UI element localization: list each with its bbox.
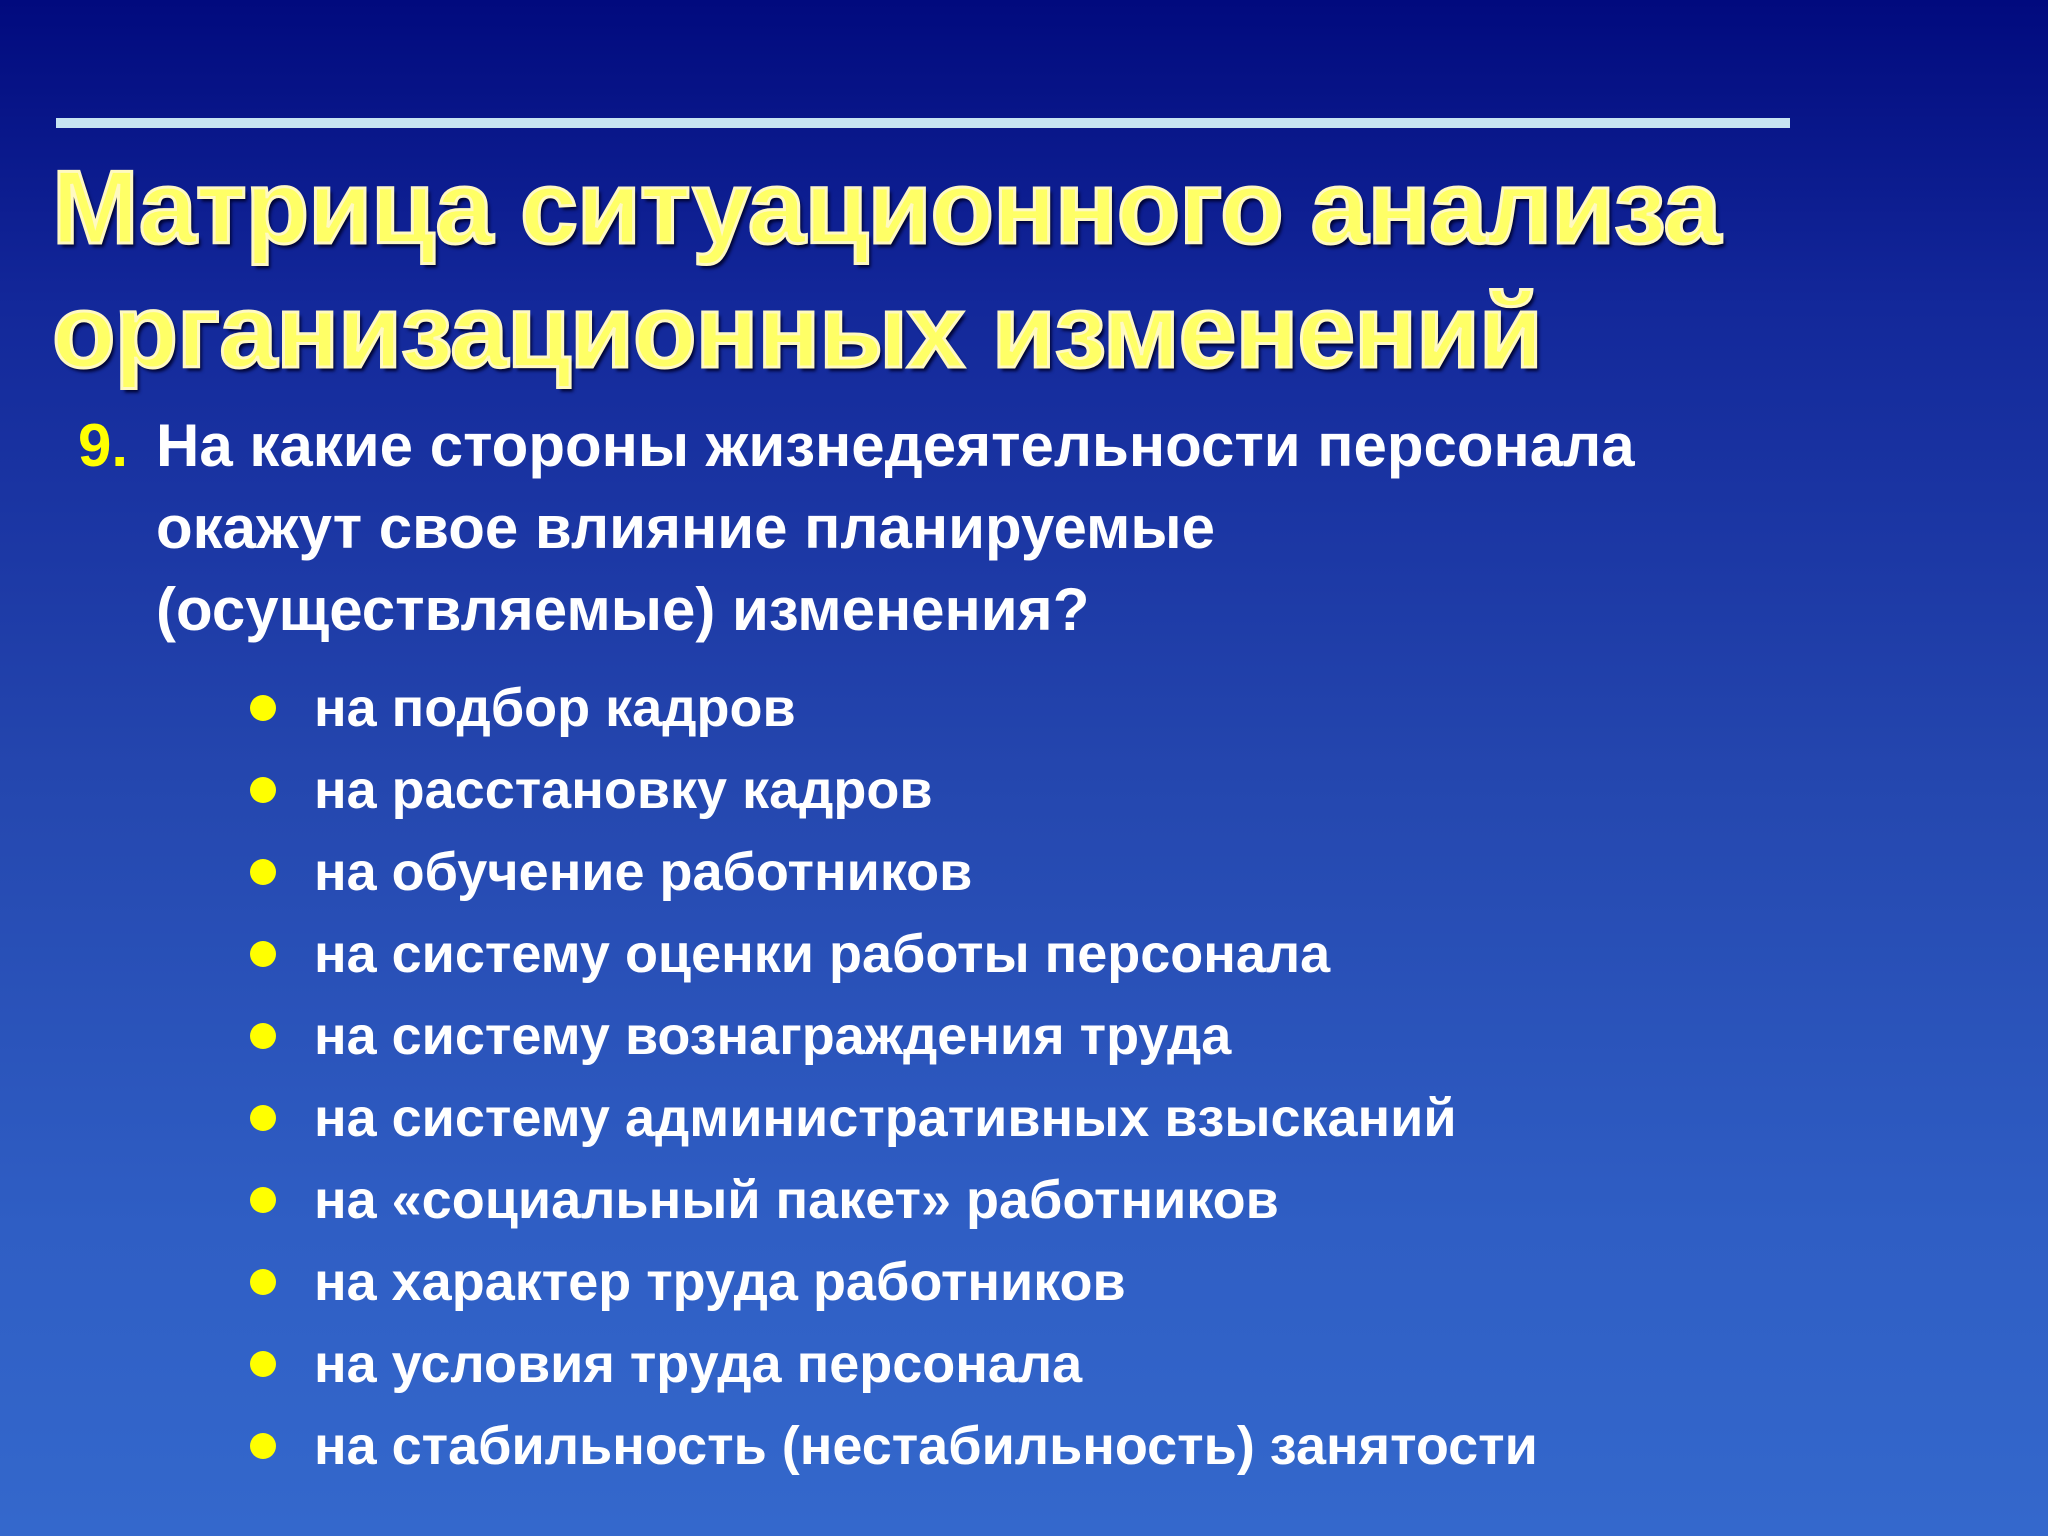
bullet-text: на характер труда работников [314, 1252, 1126, 1312]
bullet-list [250, 667, 1538, 1487]
bullet-item [250, 749, 1538, 831]
bullet-item [250, 831, 1538, 913]
question-block [78, 405, 1978, 651]
bullet-text: на стабильность (нестабильность) занятости [314, 1416, 1538, 1476]
bullet-text: на условия труда персонала [314, 1334, 1083, 1394]
bullet-item [250, 1159, 1538, 1241]
bullet-text: на систему оценки работы персонала [314, 924, 1331, 984]
bullet-icon [250, 695, 276, 721]
bullet-text: на обучение работников [314, 842, 973, 902]
bullet-text: на «социальный пакет» работников [314, 1170, 1279, 1230]
bullet-item [250, 913, 1538, 995]
bullet-icon [250, 1269, 276, 1295]
bullet-item [250, 667, 1538, 749]
bullet-icon [250, 777, 276, 803]
bullet-text: на подбор кадров [314, 678, 796, 738]
bullet-item [250, 1241, 1538, 1323]
bullet-text: на систему административных взысканий [314, 1088, 1457, 1148]
slide-title [52, 146, 1952, 394]
bullet-item [250, 1405, 1538, 1487]
bullet-text: на расстановку кадров [314, 760, 933, 820]
bullet-item [250, 1323, 1538, 1405]
bullet-item [250, 995, 1538, 1077]
bullet-icon [250, 859, 276, 885]
bullet-text: на систему вознаграждения труда [314, 1006, 1232, 1066]
question-line-1: На какие стороны жизнедеятельности персонала [156, 412, 1635, 479]
bullet-icon [250, 1105, 276, 1131]
question-line-3: (осуществляемые) изменения? [156, 576, 1090, 643]
slide-title-line-2: организационных изменений [52, 274, 1542, 390]
bullet-icon [250, 1351, 276, 1377]
slide-title-line-1: Матрица ситуационного анализа [52, 150, 1721, 266]
question-text [156, 405, 1978, 651]
bullet-icon [250, 1433, 276, 1459]
bullet-icon [250, 941, 276, 967]
bullet-icon [250, 1023, 276, 1049]
question-number: 9. [78, 412, 129, 479]
title-divider [56, 118, 1790, 128]
bullet-item [250, 1077, 1538, 1159]
question-line-2: окажут свое влияние планируемые [156, 494, 1216, 561]
bullet-icon [250, 1187, 276, 1213]
